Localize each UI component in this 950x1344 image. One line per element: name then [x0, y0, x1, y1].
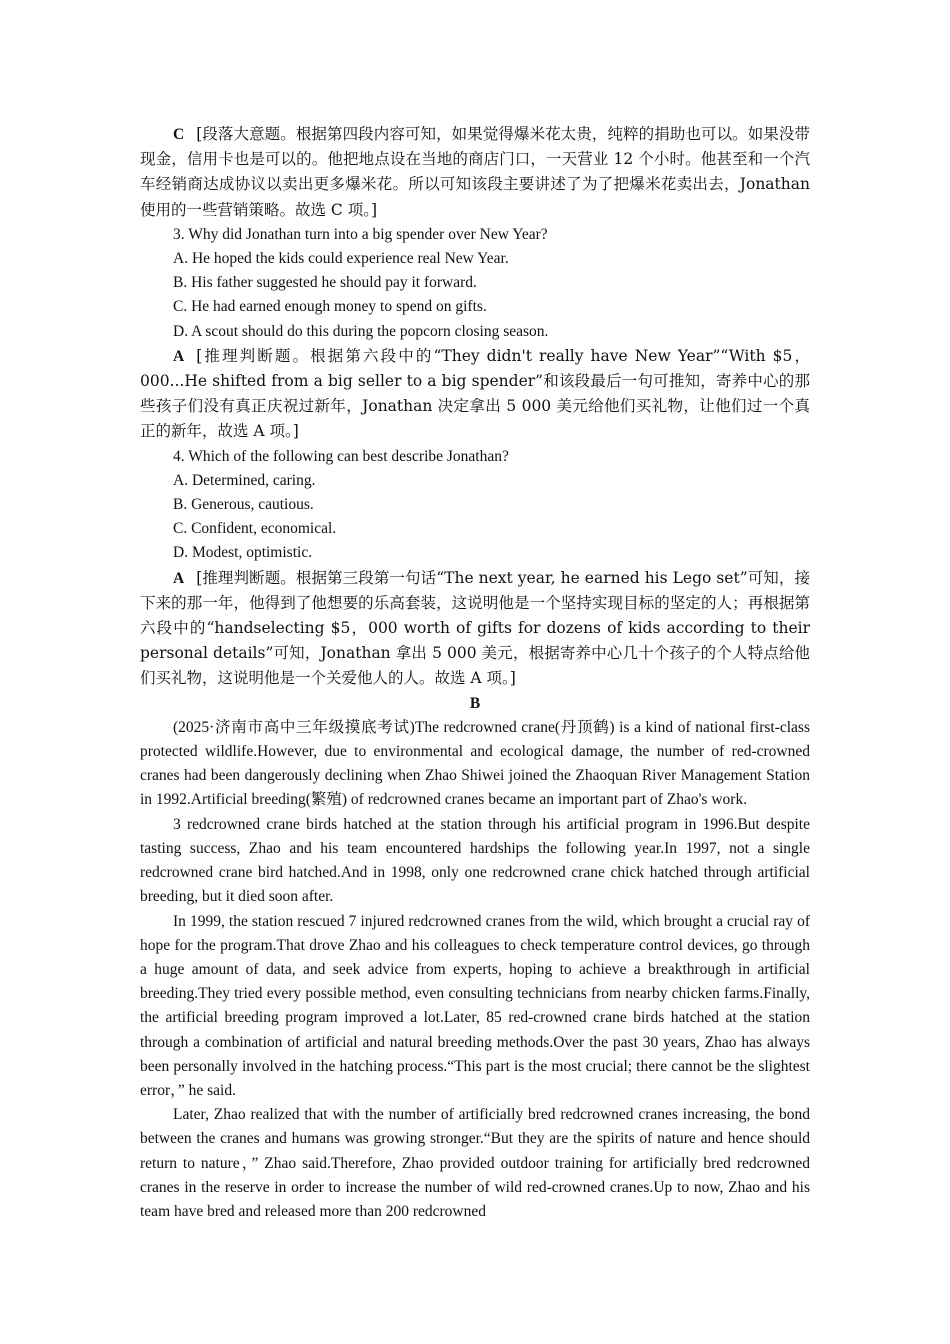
- question-4: 4. Which of the following can best describe Jonathan?: [173, 447, 509, 465]
- q3-option-b: B. His father suggested he should pay it forward.: [173, 274, 477, 292]
- q4-option-b: B. Generous, cautious.: [173, 496, 314, 514]
- section-title: B: [469, 694, 481, 712]
- passage-paragraph: Later, Zhao realized that with the number of artificially bred redcrowned cranes increasing, the bond between the cranes and humans was growing stronger.“But they are the spirits of nature and hence should return to nature，” Zhao said.Therefore, Zhao provided outdoor training for artificially bred redcrowned cranes in the reserve in order to increase the number of wild red-crowned cranes.Up to now, Zhao and his team have bred and released more than 200 redcrowned: [140, 1106, 810, 1220]
- q4-answer: [140, 566, 810, 692]
- q4-option-a: A. Determined, caring.: [173, 471, 316, 489]
- answer-explanation: [推理判断题。根据第三段第一句话“The next year, he earned his Lego set”可知，接下来的那一年，他得到了他想要的乐高套装，这说明他是一个坚持实现目标的坚定的人；再根据第六段中的“handselecting $5，000 worth of gifts for dozens of kids according to their personal details”可知，Jonathan 拿出 5 000 美元，根据寄养中心几十个孩子的个人特点给他们买礼物，这说明他是一个关爱他人的人。故选 A 项。]: [140, 568, 810, 688]
- answer-explanation: [段落大意题。根据第四段内容可知，如果觉得爆米花太贵，纯粹的捐助也可以。如果没带现金，信用卡也是可以的。他把地点设在当地的商店门口，一天营业 12 个小时。他甚至和一个汽车经销商达成协议以卖出更多爆米花。所以可知该段主要讲述了为了把爆米花卖出去，Jonathan 使用的一些营销策略。故选 C 项。]: [140, 125, 810, 219]
- q3-option-d: D. A scout should do this during the popcorn closing season.: [173, 322, 549, 340]
- q4-option-c: C. Confident, economical.: [173, 520, 337, 538]
- answer-explanation: [推理判断题。根据第六段中的“They didn't really have New Year”“With $5，000...He shifted from a big seller to a big spender”和该段最后一句可推知，寄养中心的那些孩子们没有真正庆祝过新年，Jonathan 决定拿出 5 000 美元给他们买礼物，让他们过一个真正的新年，故选 A 项。]: [140, 346, 810, 441]
- q3-option-c: C. He had earned enough money to spend on gifts.: [173, 298, 487, 316]
- q4-option-d: D. Modest, optimistic.: [173, 544, 313, 562]
- q3-answer: [140, 344, 810, 445]
- answer-letter: C: [173, 126, 185, 143]
- answer-letter: A: [173, 347, 185, 365]
- prev-answer: [140, 122, 810, 223]
- passage-paragraph: 3 redcrowned crane birds hatched at the station through his artificial program in 1996.But despite tasting success, Zhao and his team encountered hardships the following year.In 1997, not a single redcrowned crane bird hatched.And in 1998, only one redcrowned crane chick hatched through artificial breeding, but it died soon after.: [140, 815, 810, 906]
- q3-option-a: A. He hoped the kids could experience real New Year.: [173, 250, 509, 268]
- question-3: 3. Why did Jonathan turn into a big spender over New Year?: [173, 225, 548, 243]
- passage-paragraph: (2025·济南市高中三年级摸底考试)The redcrowned crane(丹顶鹤) is a kind of national first-class protected wildlife.However, due to environmental and ecological damage, the number of red-crowned cranes had been dangerously declining when Zhao Shiwei joined the Zhaoquan River Management Station in 1992.Artificial breeding(繁殖) of redcrowned cranes became an important part of Zhao's work.: [140, 718, 810, 809]
- document-page: [140, 122, 810, 1224]
- answer-letter: A: [173, 569, 185, 587]
- passage-paragraph: In 1999, the station rescued 7 injured redcrowned cranes from the wild, which brought a crucial ray of hope for the program.That drove Zhao and his colleagues to check temperature control devices, go through a huge amount of data, and seek advice from experts, hoping to achieve a breakthrough in artificial breeding.They tried every possible method, even consulting technicians from nearby chicken farms.Finally, the artificial breeding program improved a lot.Later, 85 red-crowned crane birds hatched at the station through a combination of artificial and natural breeding methods.Over the past 30 years, Zhao has always been personally involved in the hatching process.“This part is the most crucial; there cannot be the slightest error，” he said.: [140, 912, 810, 1099]
